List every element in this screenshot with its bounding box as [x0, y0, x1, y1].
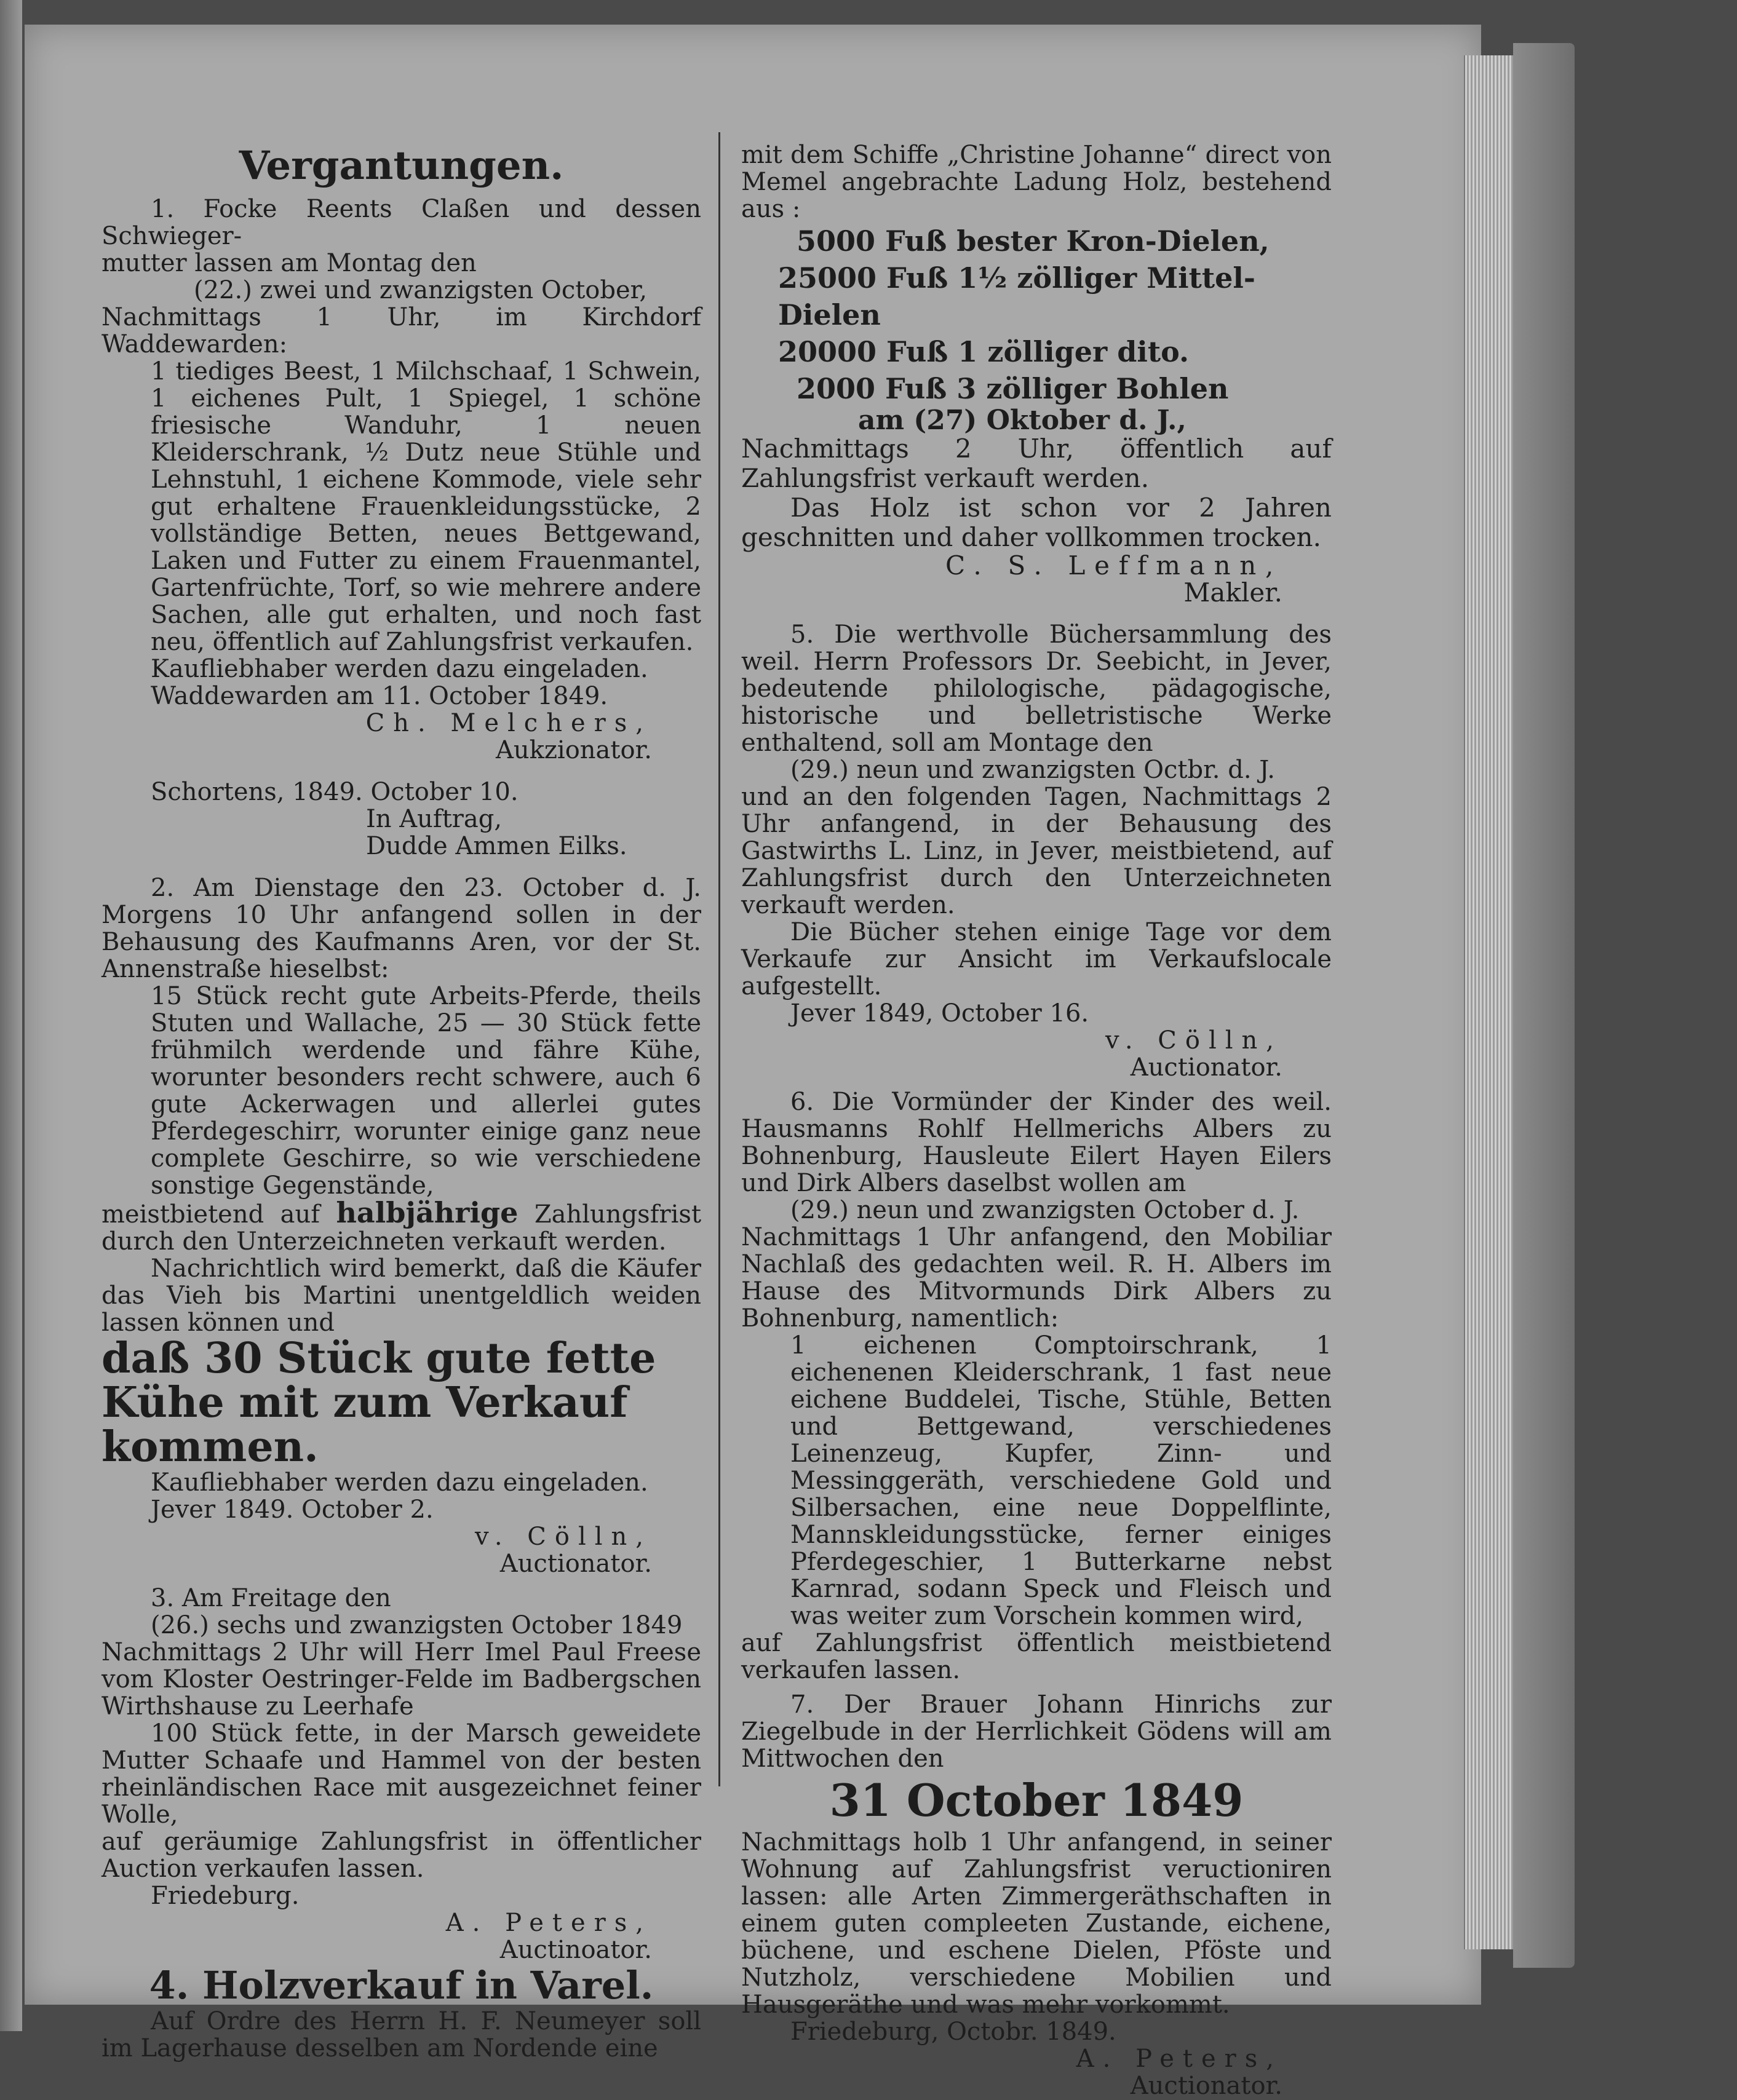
notice-1b	[101, 779, 701, 860]
notice-1b-line: Schortens, 1849. October 10.	[151, 778, 519, 806]
notice-1-date: (22.) zwei und zwanzigsten October,	[194, 276, 648, 304]
notice-2-line: 2. Am Dienstage den 23. October d. J. Morgens 10 Uhr anfangend sollen in der Behausung des Kaufmanns Aren, vor der St. Annenstraße hieselbst:	[101, 874, 701, 983]
notice-2-text: Zahlungsfrist durch den Unterzeichneten verkauft werden.	[101, 1200, 702, 1256]
notice-1-signature: Ch. Melchers,	[365, 709, 652, 737]
notice-2-line: Nachrichtlich wird bemerkt, daß die Käufer das Vieh bis Martini unentgeldlich weiden lassen können und	[101, 1254, 701, 1337]
notice-1-line: Nachmittags 1 Uhr, im Kirchdorf Waddewarden:	[101, 303, 701, 359]
notice-6-line: 6. Die Vormünder der Kinder des weil. Hausmanns Rohlf Hellmerichs Albers zu Bohnenburg, Hausleute Eilert Hayen Eilers und Dirk Albers daselbst wollen am	[741, 1088, 1332, 1197]
notice-7-signature: A. Peters,	[1076, 2045, 1282, 2073]
wood-quantity: 2000 Fuß 3 zölliger Bohlen	[797, 372, 1229, 405]
section-title: Vergantungen.	[239, 143, 564, 189]
notice-2-emphasis: halbjährige	[336, 1196, 519, 1229]
notice-3	[101, 1585, 701, 1963]
notice-6-line: Nachmittags 1 Uhr anfangend, den Mobiliar Nachlaß des gedachten weil. R. H. Albers im Hause des Mitvormunds Dirk Albers zu Bohnenburg, namentlich:	[741, 1223, 1332, 1333]
notice-2-role: Auctionator.	[499, 1550, 652, 1578]
notice-6	[741, 1088, 1332, 1684]
notice-7-headline-date: 31 October 1849	[829, 1774, 1244, 1826]
notice-3-role: Auctinoator.	[499, 1936, 652, 1964]
notice-2-line: Jever 1849. October 2.	[151, 1496, 434, 1524]
notice-4-line: mit dem Schiffe „Christine Johanne“ direct von Memel angebrachte Ladung Holz, bestehend aus :	[741, 141, 1332, 223]
notice-7	[741, 1691, 1332, 2099]
right-column	[741, 141, 1332, 2099]
notice-2-line: Kaufliebhaber werden dazu eingeladen.	[151, 1468, 648, 1497]
notice-5-line: 5. Die werthvolle Büchersammlung des weil. Herrn Professors Dr. Seebicht, in Jever, bedeutende philologische, pädagogische, historische und belletristische Werke enthaltend, soll am Montage den	[741, 620, 1332, 757]
column-divider	[718, 132, 720, 1786]
notice-4-heading: 4. Holzverkauf in Varel.	[149, 1963, 654, 2008]
notice-1-line: Kaufliebhaber werden dazu eingeladen.	[151, 655, 648, 683]
notice-2-line	[101, 1196, 702, 1256]
notice-7-role: Auctionator.	[1130, 2072, 1282, 2100]
notice-4-line: Nachmittags 2 Uhr, öffentlich auf Zahlungsfrist verkauft werden.	[741, 434, 1332, 493]
notice-7-line: Nachmittags holb 1 Uhr anfangend, in seiner Wohnung auf Zahlungsfrist veructioniren lassen: alle Arten Zimmergeräthschaften in einem guten compleeten Zustande, eichene, büchene, und eschene Dielen, Pföste und Nutzholz, verschiedene Mobilien und Hausgeräthe und was mehr vorkommt.	[741, 1828, 1332, 2019]
notice-6-line: auf Zahlungsfrist öffentlich meistbietend verkaufen lassen.	[741, 1629, 1332, 1684]
wood-quantity: 20000 Fuß 1 zölliger dito.	[778, 335, 1190, 368]
notice-2-items: 15 Stück recht gute Arbeits-Pferde, theils Stuten und Wallache, 25 — 30 Stück fette frühmilch werdende und fähre Kühe, worunter besonders recht schwere, auch 6 gute Ackerwagen und allerlei gutes Pferdegeschirr, worunter einige ganz neue complete Geschirre, so wie verschiedene sonstige Gegenstände,	[151, 982, 701, 1200]
notice-3-date: (26.) sechs und zwanzigsten October 1849	[151, 1611, 683, 1639]
left-column	[101, 141, 701, 2062]
notice-2-signature: v. Cölln,	[474, 1523, 652, 1551]
notice-4	[101, 1963, 701, 2062]
notice-1-line: 1. Focke Reents Claßen und dessen Schwieger-	[101, 195, 701, 250]
notice-6-items: 1 eichenen Comptoirschrank, 1 eichenenen Kleiderschrank, 1 fast neue eichene Buddelei, Tische, Stühle, Betten und Bettgewand, verschiedenes Leinenzeug, Kupfer, Zinn- und Messinggeräth, verschiedene Gold und Silbersachen, eine neue Doppelflinte, Mannskleidungsstücke, ferner einiges Pferdegeschier, 1 Butterkarne nebst Karnrad, sodann Speck und Fleisch und was weiter zum Vorschein kommen wird,	[790, 1331, 1332, 1630]
notice-3-items: 100 Stück fette, in der Marsch geweidete Mutter Schaafe und Hammel von der besten rheinländischen Race mit ausgezeichnet feiner Wolle,	[101, 1719, 701, 1829]
notice-5-line: und an den folgenden Tagen, Nachmittags 2 Uhr anfangend, in der Behausung des Gastwirths L. Linz, in Jever, meistbietend, auf Zahlungsfrist durch den Unterzeichneten verkauft werden.	[741, 783, 1332, 919]
notice-5-role: Auctionator.	[1130, 1053, 1282, 1082]
notice-2	[101, 874, 701, 1577]
notice-4-signature: C. S. Leffmann,	[945, 550, 1282, 580]
book-cover-edge	[1513, 43, 1575, 1968]
notice-7-line: Friedeburg, Octobr. 1849.	[790, 2018, 1116, 2046]
notice-5-line: Die Bücher stehen einige Tage vor dem Verkaufe zur Ansicht im Verkaufslocale aufgestellt.	[741, 918, 1332, 1000]
page-stack-edges	[1464, 55, 1514, 1949]
notice-2-headline: daß 30 Stück gute fette Kühe mit zum Verkauf kommen.	[101, 1334, 656, 1472]
notice-1-line: mutter lassen am Montag den	[101, 249, 477, 277]
notice-4-role: Makler.	[1183, 577, 1282, 608]
notice-3-line: Nachmittags 2 Uhr will Herr Imel Paul Freese vom Kloster Oestringer-Felde im Badbergschen Wirthshause zu Leerhafe	[101, 1638, 701, 1721]
notice-1-role: Aukzionator.	[495, 736, 652, 764]
notice-1b-line: In Auftrag,	[366, 805, 503, 833]
notice-3-signature: A. Peters,	[445, 1909, 652, 1937]
notice-2-text: meistbietend auf	[101, 1200, 320, 1229]
notice-5	[741, 621, 1332, 1081]
notice-6-date: (29.) neun und zwanzigsten October d. J.	[790, 1196, 1300, 1224]
notice-3-line: Friedeburg.	[151, 1882, 300, 1910]
notice-4-continued	[741, 141, 1332, 606]
notice-5-signature: v. Cölln,	[1105, 1026, 1282, 1055]
notice-7-line: 7. Der Brauer Johann Hinrichs zur Ziegelbude in der Herrlichkeit Gödens will am Mittwochen den	[741, 1690, 1332, 1773]
notice-3-line: auf geräumige Zahlungsfrist in öffentlicher Auction verkaufen lassen.	[101, 1828, 701, 1883]
wood-quantity: 25000 Fuß 1½ zölliger Mittel-Dielen	[778, 261, 1255, 331]
notice-1	[101, 196, 701, 764]
notice-4-date: am (27) Oktober d. J.,	[858, 405, 1186, 436]
notice-5-date: (29.) neun und zwanzigsten Octbr. d. J.	[790, 756, 1275, 784]
notice-1-items: 1 tiediges Beest, 1 Milchschaaf, 1 Schwein, 1 eichenes Pult, 1 Spiegel, 1 schöne friesische Wanduhr, 1 neuen Kleiderschrank, ½ Dutz neue Stühle und Lehnstuhl, 1 eichene Kommode, viele sehr gut erhaltene Frauenkleidungsstücke, 2 vollständige Betten, neues Bettgewand, Laken und Futter zu einem Frauenmantel, Gartenfrüchte, Torf, so wie mehrere andere Sachen, alle gut erhalten, und noch fast neu, öffentlich auf Zahlungsfrist verkaufen.	[151, 357, 701, 656]
notice-1b-signature: Dudde Ammen Eilks.	[366, 832, 627, 860]
notice-1-line: Waddewarden am 11. October 1849.	[151, 682, 608, 710]
notice-5-line: Jever 1849, October 16.	[790, 999, 1089, 1028]
wood-quantity: 5000 Fuß bester Kron-Dielen,	[797, 224, 1270, 258]
notice-4-line: Auf Ordre des Herrn H. F. Neumeyer soll im Lagerhause desselben am Nordende eine	[101, 2007, 701, 2062]
notice-4-line: Das Holz ist schon vor 2 Jahren geschnitten und daher vollkommen trocken.	[741, 493, 1332, 552]
adjacent-page-edge	[0, 0, 22, 2031]
notice-3-line: 3. Am Freitage den	[151, 1584, 391, 1612]
